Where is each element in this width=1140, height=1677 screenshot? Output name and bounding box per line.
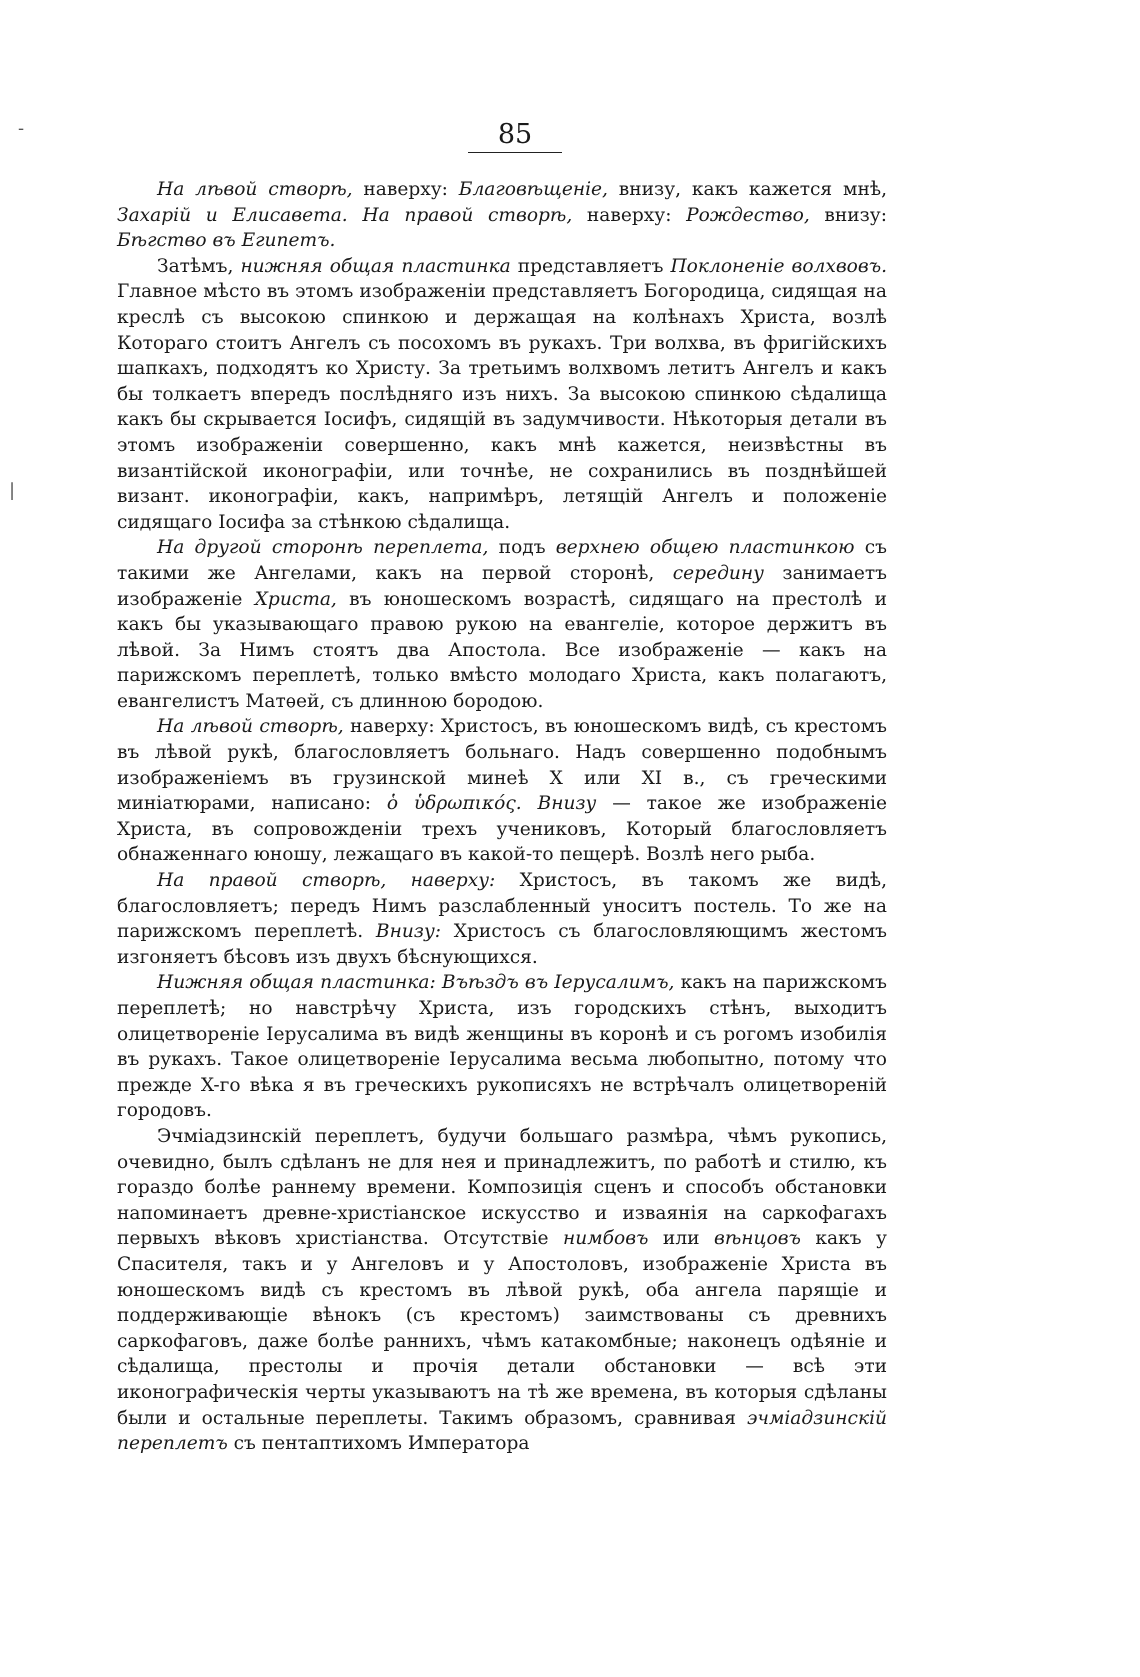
paragraph [117,254,887,536]
paragraph [117,535,887,714]
text-run: занимаетъ изображеніе [117,562,888,610]
paragraph [117,970,887,1124]
italic-text: Внизу: [375,921,441,943]
text-run: наверху: Христосъ, въ юношескомъ видѣ, съ крестомъ въ лѣвой рукѣ, благословляетъ больнаго. Надъ совершенно подобнымъ изображеніемъ въ грузинской минеѣ X или XI в., съ греческими миніатюрами, написано: [117,716,887,815]
text-run: или [648,1228,715,1250]
paragraph [117,1124,887,1457]
text-run: подъ [488,537,556,559]
paragraph [117,177,887,254]
text-run: какъ у Спасителя, такъ и у Ангеловъ и у Апостоловъ, изображеніе Христа въ юношескомъ видѣ съ крестомъ въ лѣвой рукѣ, оба ангела парящіе и поддерживающіе вѣнокъ (съ крестомъ) заимствованы съ древнихъ саркофаговъ, даже болѣе раннихъ, чѣмъ катакомбные; наконецъ одѣяніе и сѣдалища, престолы и прочія детали обстановки — всѣ эти иконографическія черты указываютъ на тѣ же времена, въ которыя сдѣланы были и остальные переплеты. Такимъ образомъ, сравнивая [117,1228,888,1429]
italic-text: вѣнцовъ [714,1228,801,1250]
text-run: — такое же изображеніе Христа, въ сопровожденіи трехъ учениковъ, Который благословляетъ обнаженнаго юношу, лежащаго въ какой-то пещерѣ. Возлѣ него рыба. [117,793,887,866]
text-run: внизу: [809,204,887,226]
italic-text: На лѣвой створѣ, [157,716,344,738]
italic-text: Бѣгство въ Египетъ. [117,230,336,252]
italic-text: На лѣвой створѣ, [157,179,353,200]
italic-text: нимбовъ [563,1228,649,1250]
text-run: съ пентаптихомъ Императора [227,1433,530,1455]
italic-text: Захарій и Елисавета. На правой створѣ, [117,204,573,226]
italic-text: верхнею общею пластинкою [555,537,855,559]
italic-text: Христа, [254,588,337,610]
text-run: представляетъ [510,255,671,277]
text-run: внизу, какъ кажется мнѣ, [607,179,887,200]
text-run: Затѣмъ, [157,255,241,277]
margin-mark: - [18,118,25,139]
italic-text: Благовѣщеніе, [458,179,608,200]
page-number: 85 [468,120,562,153]
paragraph [117,868,887,970]
italic-text: Поклоненіе волхвовъ. [670,255,888,277]
italic-text: эчміадзинскій переплетъ [117,1407,887,1455]
text-run: наверху: [352,179,459,200]
text-run: Эчміадзинскій переплетъ, будучи большаго размѣра, чѣмъ рукопись, очевидно, былъ сдѣланъ не для нея и принадлежитъ, по работѣ и стилю, къ гораздо болѣе раннему времени. Композиція сценъ и способъ обстановки напоминаетъ древне-христіанское искусство и изваянія на саркофагахъ первыхъ вѣковъ христіанства. Отсутствіе [117,1125,887,1250]
text-run: съ такими же Ангелами, какъ на первой сторонѣ, [117,537,887,584]
text-run: Христосъ съ благословляющимъ жестомъ изгоняетъ бѣсовъ изъ двухъ бѣснующихся. [117,921,887,968]
italic-text: На правой створѣ, наверху: [157,870,496,892]
text-run: какъ на парижскомъ переплетѣ; но навстрѣчу Христа, изъ городскихъ стѣнъ, выходитъ олицетвореніе Іерусалима въ видѣ женщины въ коронѣ и съ рогомъ изобилія въ рукахъ. Такое олицетвореніе Іерусалима весьма любопытно, потому что прежде X-го вѣка я въ греческихъ рукописяхъ не встрѣчалъ олицетвореній городовъ. [117,972,887,1122]
text-run: Христосъ, въ такомъ же видѣ, благословляетъ; передъ Нимъ разслабленный уноситъ постель. То же на парижскомъ переплетѣ. [117,870,887,943]
body-text [117,177,887,1457]
text-run: наверху: [572,204,687,226]
italic-text: На другой сторонѣ переплета, [157,537,489,559]
italic-text: Нижняя общая пластинка: Въѣздъ въ Іерусалимъ, [157,972,675,994]
italic-text: середину [672,562,764,584]
text-run: Главное мѣсто въ этомъ изображеніи представляетъ Богородица, сидящая на креслѣ съ высокою спинкою и держащая на колѣнахъ Христа, возлѣ Котораго стоитъ Ангелъ съ посохомъ въ рукахъ. Три волхва, въ фригійскихъ шапкахъ, подходятъ ко Христу. За третьимъ волхвомъ летитъ Ангелъ и какъ бы толкаетъ впередъ послѣдняго изъ нихъ. За высокою спинкою сѣдалища какъ бы скрывается Іосифъ, сидящій въ задумчивости. Нѣкоторыя детали въ этомъ изображеніи совершенно, какъ мнѣ кажется, неизвѣстны въ византійской иконографіи, или точнѣе, не сохранились въ позднѣйшей визант. иконографіи, какъ, напримѣръ, летящій Ангелъ и положеніе сидящаго Іосифа за стѣнкою сѣдалища. [117,281,887,533]
text-run: въ юношескомъ возрастѣ, сидящаго на престолѣ и какъ бы указывающаго правою рукою на евангеліе, которое держитъ въ лѣвой. За Нимъ стоятъ два Апостола. Все изображеніе — какъ на парижскомъ переплетѣ, только вмѣсто молодаго Христа, какъ полагаютъ, евангелистъ Матѳей, съ длинною бородою. [117,588,887,712]
paragraph [117,714,887,868]
italic-text: нижняя общая пластинка [240,255,511,277]
italic-text: Рождество, [686,204,810,226]
margin-mark: | [9,480,16,501]
italic-text: ὁ ὑδρωπικός. Внизу [386,793,597,815]
